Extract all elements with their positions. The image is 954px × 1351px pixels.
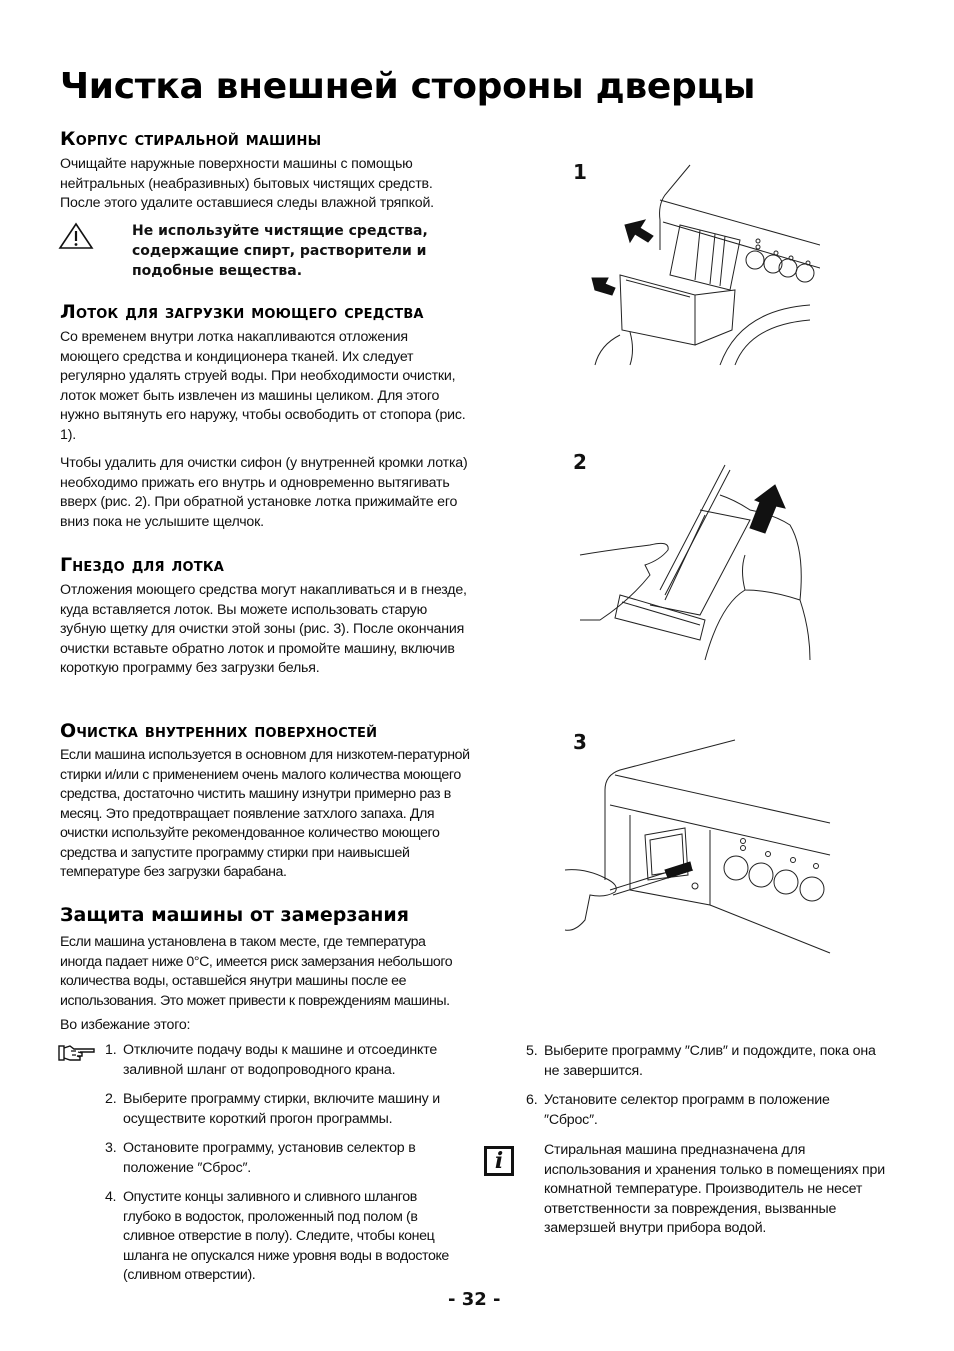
figure-2-siphon-illustration [560,440,820,670]
warning-text: Не используйте чистящие средства, содержащие спирт, растворители и подобные вещества. [132,223,428,279]
figure-2-label: 2 [573,450,587,474]
section-text-tray-2: Чтобы удалить для очистки сифон (у внутренней кромки лотка) необходимо прижать его внутрь и одновременно вытягивать вверх (рис. 2). При обратной установке лотка прижимайте его вниз пока не услышите щелчок. [60,455,468,530]
frost-intro: Во избежание этого: [60,1017,191,1033]
frost-steps-right [526,1042,886,1130]
info-text: Стиральная машина предназначена для использования и хранения только в помещениях при комнатной температуре. Производитель не несет ответственности за повреждения, вызванные замерзшей внутри прибора водой. [544,1142,885,1236]
frost-steps-left [105,1041,465,1286]
pointing-hand-icon [58,1043,96,1063]
list-item: 3. Остановите программу, установив селектор в положение ″Сброс″. [105,1140,416,1176]
warning-triangle-icon [58,222,94,250]
list-item: 2. Выберите программу стирки, включите машину и осуществите короткий прогон программы. [105,1091,440,1127]
figure-1-drawer-illustration [560,150,820,380]
section-heading-slot: Гнездо для лотка [60,554,224,576]
list-item: 6. Установите селектор программ в положение ″Сброс″. [526,1092,830,1128]
section-heading-frost: Защита машины от замерзания [60,904,409,926]
section-text-body: Очищайте наружные поверхности машины с помощью нейтральных (неабразивных) бытовых чистящих средств. После этого удалите оставшиеся следы влажной тряпкой. [60,156,434,211]
section-heading-inner: Очистка внутренних поверхностей [60,720,378,742]
section-heading-tray: Лоток для загрузки моющего средства [60,301,424,323]
section-text-inner: Если машина используется в основном для низкотем-пературной стирки и/или с применением очень малого количества моющего средства, достаточно чистить машину изнутри примерно раз в месяц. Это предотвращает появление затхлого запаха. Для очистки используйте рекомендованное количество моющего средства и запустите программу стирки при наивысшей температуре без загрузки барабана. [60,747,470,880]
list-item: 5. Выберите программу ″Слив″ и подождите, пока она не завершится. [526,1043,876,1079]
info-icon: i [484,1146,514,1176]
list-item: 4. Опустите концы заливного и сливного шлангов глубоко в водосток, проложенный под полом (в сливное отверстие в полу). Следите, чтобы конец шланга не опускался ниже уровня воды в водостоке (сливном отверстии). [105,1189,449,1283]
list-item: 1. Отключите подачу воды к машине и отсоединкте заливной шланг от водопроводного крана. [105,1042,438,1078]
section-heading-body: Корпус стиральной машины [60,128,322,150]
page-number: - 32 - [448,1289,501,1310]
figure-1-label: 1 [573,160,587,184]
section-text-frost: Если машина установлена в таком месте, где температура иногда падает ниже 0°C, имеется риск замерзания небольшого количества воды, оставшейся янутри машины после ее использования. Это может привести к повреждениям машины. [60,934,453,1009]
figure-3-slot-illustration [560,720,860,980]
figure-3-label: 3 [573,730,587,754]
page-title: Чистка внешней стороны дверцы [60,66,756,107]
section-text-slot: Отложения моющего средства могут накапливаться и в гнезде, куда вставляется лоток. Вы можете использовать старую зубную щетку для очистки этой зоны (рис. 3). После окончания очистки вставьте обратно лоток и промойте машину, включив короткую программу без загрузки белья. [60,582,467,676]
section-text-tray-1: Со временем внутри лотка накапливаются отложения моющего средства и кондиционера тканей. Их следует регулярно удалять струей воды. При необходимости очистки, лоток может быть извлечен из машины целиком. Для этого нужно вытянуть его наружу, чтобы освободить от стопора (рис. 1). [60,329,466,443]
